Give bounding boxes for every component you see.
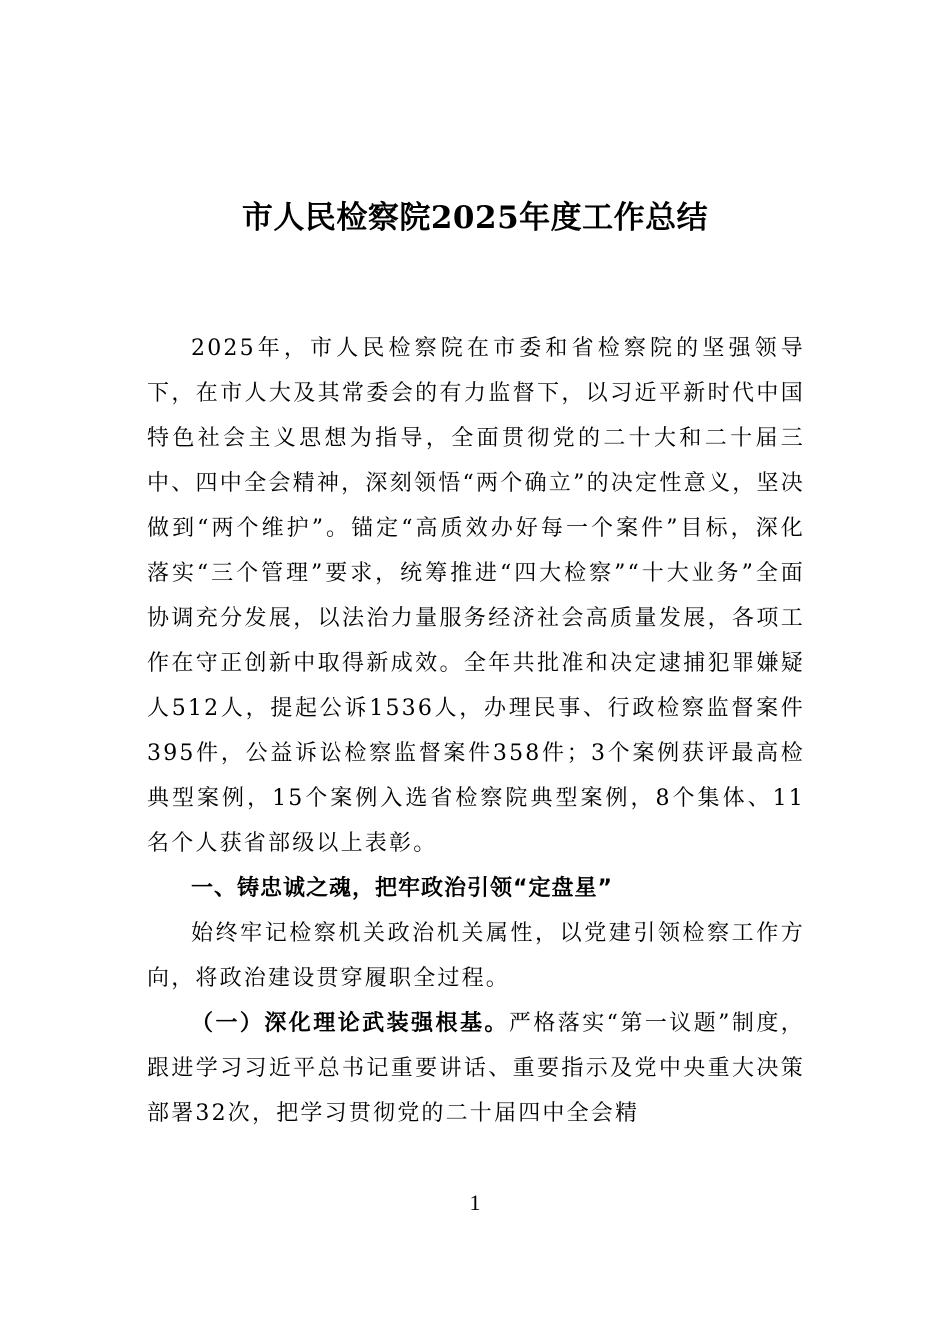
page-number: 1 [469, 1190, 481, 1215]
subsection-paragraph [147, 1001, 805, 1136]
subsection-text: 严格落实“第一议题”制度，跟进学习习近平总书记重要讲话、重要指示及党中央重大决策部署32次，把学习贯彻党的二十届四中全会精 [147, 1011, 805, 1126]
document-title: 市人民检察院2025年度工作总结 [241, 200, 709, 236]
subsection-heading: （一）深化理论武装强根基。 [191, 1011, 509, 1036]
intro-paragraph: 2025年，市人民检察院在市委和省检察院的坚强领导下，在市人大及其常委会的有力监督下，以习近平新时代中国特色社会主义思想为指导，全面贯彻党的二十大和二十届三中、四中全会精神，深刻领悟“两个确立”的决定性意义，坚决做到“两个维护”。锚定“高质效办好每一个案件”目标，深化落实“三个管理”要求，统筹推进“四大检察”“十大业务”全面协调充分发展，以法治力量服务经济社会高质量发展，各项工作在守正创新中取得新成效。全年共批准和决定逮捕犯罪嫌疑人512人，提起公诉1536人，办理民事、行政检察监督案件395件，公益诉讼检察监督案件358件；3个案例获评最高检典型案例，15个案例入选省检察院典型案例，8个集体、11名个人获省部级以上表彰。 [147, 336, 805, 856]
section-heading: 一、铸忠诚之魂，把牢政治引领“定盘星” [191, 876, 613, 901]
document-body [147, 326, 805, 1136]
section-intro-paragraph: 始终牢记检察机关政治机关属性，以党建引领检察工作方向，将政治建设贯穿履职全过程。 [147, 921, 805, 991]
